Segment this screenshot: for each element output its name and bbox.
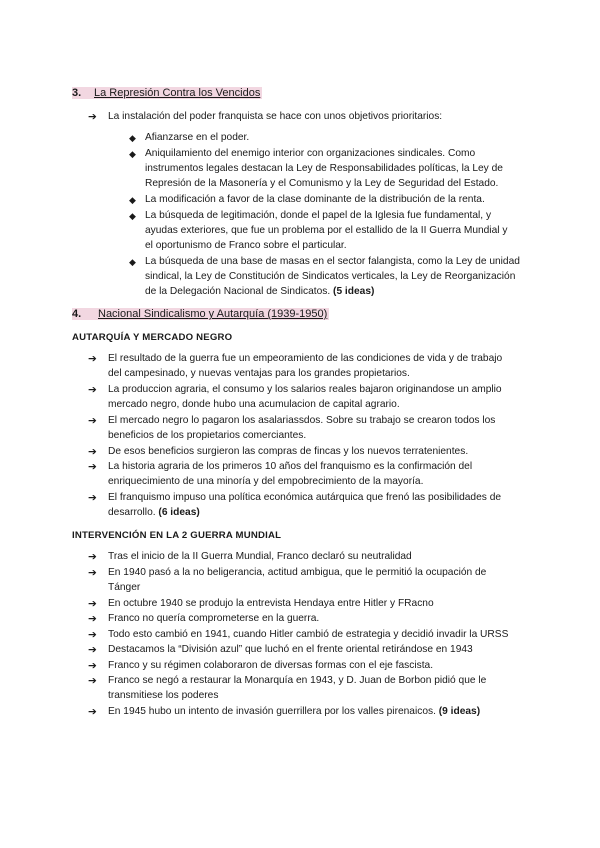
list-item: Todo esto cambió en 1941, cuando Hitler cambió de estrategia y decidió invadir la URSS: [108, 629, 509, 640]
diamond-bullet-icon: ◆: [129, 211, 136, 221]
section-4-title: Nacional Sindicalismo y Autarquía (1939-1950): [98, 308, 328, 320]
list-item: Afianzarse en el poder.: [145, 132, 250, 143]
ideas-count: (9 ideas): [438, 706, 481, 717]
arrow-bullet-icon: ➔: [88, 644, 97, 656]
diamond-bullet-icon: ◆: [129, 149, 136, 159]
list-item-last-line: En 1945 hubo un intento de invasión guerrillera por los valles pirenaicos. (9 ideas): [108, 706, 481, 717]
intervencion-heading: INTERVENCIÓN EN LA 2 GUERRA MUNDIAL: [72, 530, 282, 541]
arrow-bullet-icon: ➔: [88, 384, 97, 396]
arrow-bullet-icon: ➔: [88, 353, 97, 365]
arrow-bullet-icon: ➔: [88, 415, 97, 427]
list-item: El franquismo impuso una política económica autárquica que frenó las posibilidades de: [108, 492, 502, 503]
list-item: Franco no quería comprometerse en la guerra.: [108, 613, 320, 624]
section-3-intro: La instalación del poder franquista se hace con unos objetivos prioritarios:: [108, 111, 443, 122]
list-item-continuation: Represión de la Masonería y el Comunismo y la Ley de Seguridad del Estado.: [145, 178, 499, 189]
arrow-bullet-icon: ➔: [88, 675, 97, 687]
section-4-highlight: [72, 308, 329, 320]
list-item: El resultado de la guerra fue un empeoramiento de las condiciones de vida y de trabajo: [108, 353, 503, 364]
list-item: Franco se negó a restaurar la Monarquía en 1943, y D. Juan de Borbon pidió que le: [108, 675, 487, 686]
list-item: Aniquilamiento del enemigo interior con organizaciones sindicales. Como: [145, 148, 476, 159]
section-3-heading: [72, 86, 262, 101]
list-item-continuation: el oportunismo de Franco sobre el particular.: [145, 240, 347, 251]
arrow-bullet-icon: ➔: [88, 461, 97, 473]
arrow-bullet-icon: ➔: [88, 613, 97, 625]
list-item-continuation: instrumentos legales destacan la Ley de Responsabilidades políticas, la Ley de: [145, 163, 503, 174]
list-item: En octubre 1940 se produjo la entrevista Hendaya entre Hitler y FRacno: [108, 598, 434, 609]
section-3-highlight: [72, 87, 262, 99]
arrow-bullet-icon: ➔: [88, 492, 97, 504]
list-item-continuation: del campesinado, y nuevas ventajas para los grandes propietarios.: [108, 368, 410, 379]
list-item: La búsqueda de una base de masas en el sector falangista, como la Ley de unidad: [145, 256, 520, 267]
diamond-bullet-icon: ◆: [129, 133, 136, 143]
arrow-bullet-icon: ➔: [88, 567, 97, 579]
arrow-bullet-icon: ➔: [88, 551, 97, 563]
arrow-bullet-icon: ➔: [88, 629, 97, 641]
list-item-continuation: sindical, la Ley de Constitución de Sindicatos verticales, la Ley de Reorganización: [145, 271, 516, 282]
autarquia-heading: AUTARQUÍA Y MERCADO NEGRO: [72, 332, 233, 343]
list-item: Tras el inicio de la II Guerra Mundial, Franco declaró su neutralidad: [108, 551, 412, 562]
list-item-continuation: mercado negro, donde hubo una acumulacion de capital agrario.: [108, 399, 400, 410]
list-item-continuation: enriquecimiento de una minoría y del empobrecimiento de la mayoría.: [108, 476, 424, 487]
arrow-bullet-icon: ➔: [88, 446, 97, 458]
list-item-continuation: transmitiese los poderes: [108, 690, 219, 701]
arrow-bullet-icon: ➔: [88, 706, 97, 718]
section-3-title: La Represión Contra los Vencidos: [94, 87, 261, 99]
list-item: La historia agraria de los primeros 10 años del franquismo es la confirmación del: [108, 461, 473, 472]
list-item: La produccion agraria, el consumo y los salarios reales bajaron originandose un amplio: [108, 384, 502, 395]
arrow-bullet-icon: ➔: [88, 598, 97, 610]
list-item: De esos beneficios surgieron las compras de fincas y los nuevos terratenientes.: [108, 446, 469, 457]
list-item: En 1940 pasó a la no beligerancia, actitud ambigua, que le permitió la ocupación de: [108, 567, 487, 578]
list-item-last-line: de la Delegación Nacional de Sindicatos. (5 ideas): [145, 286, 375, 297]
section-3-number: 3.: [72, 87, 82, 99]
arrow-bullet-icon: ➔: [88, 660, 97, 672]
section-4-heading: [72, 307, 329, 322]
list-item-last-line: desarrollo. (6 ideas): [108, 507, 200, 518]
list-item: El mercado negro lo pagaron los asalariassdos. Sobre su trabajo se crearon todos los: [108, 415, 496, 426]
ideas-count: (6 ideas): [158, 507, 200, 518]
section-4-number: 4.: [72, 308, 82, 320]
arrow-bullet-icon: ➔: [88, 111, 97, 123]
diamond-bullet-icon: ◆: [129, 257, 136, 267]
list-item-continuation: ayudas exteriores, que fue un problema por el estallido de la II Guerra Mundial y: [145, 225, 508, 236]
list-item: Franco y su régimen colaboraron de diversas formas con el eje fascista.: [108, 660, 434, 671]
list-item-continuation: beneficios de los propietarios comerciantes.: [108, 430, 307, 441]
list-item-continuation: Tánger: [108, 582, 141, 593]
list-item: Destacamos la “División azul” que luchó en el frente oriental retirándose en 1943: [108, 644, 473, 655]
diamond-bullet-icon: ◆: [129, 195, 136, 205]
list-item: La búsqueda de legitimación, donde el papel de la Iglesia fue fundamental, y: [145, 210, 492, 221]
list-item: La modificación a favor de la clase dominante de la distribución de la renta.: [145, 194, 485, 205]
ideas-count: (5 ideas): [333, 286, 375, 297]
